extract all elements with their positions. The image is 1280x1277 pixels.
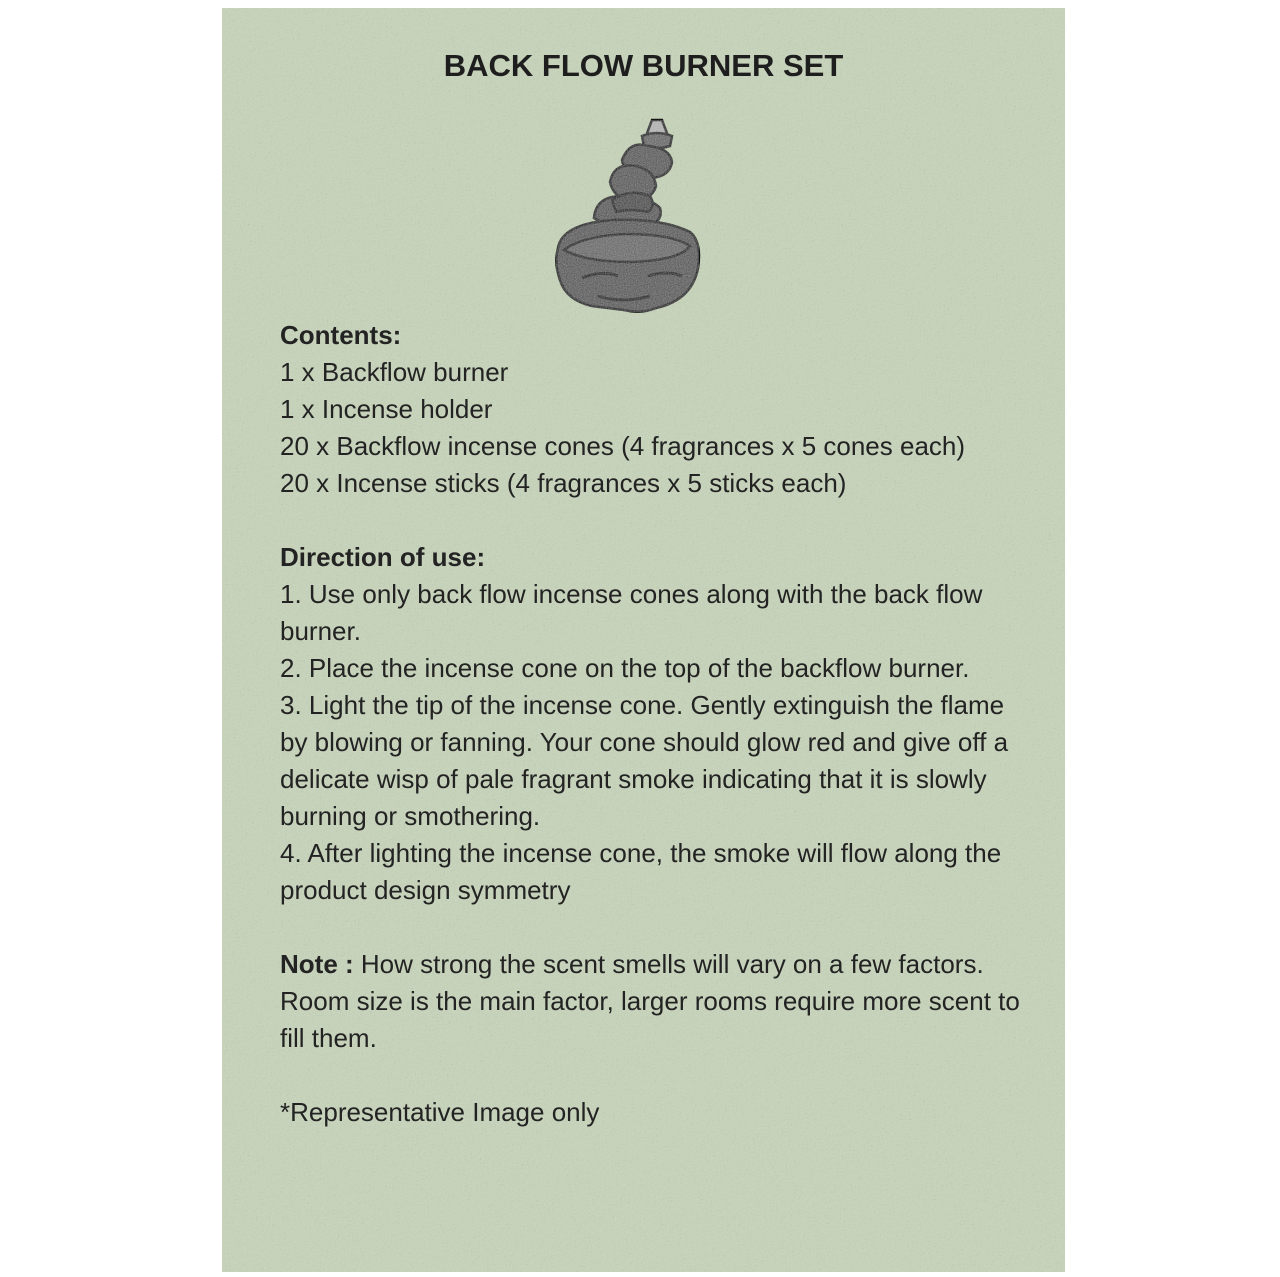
disclaimer: *Representative Image only <box>280 1097 600 1127</box>
contents-heading: Contents: <box>280 320 402 350</box>
note-text: How strong the scent smells will vary on a few factors. Room size is the main factor, larger rooms require more scent to fill them. <box>280 949 1020 1053</box>
note-paragraph <box>280 946 1020 1057</box>
spacer <box>280 502 1020 539</box>
contents-item: 20 x Incense sticks (4 fragrances x 5 sticks each) <box>280 468 847 498</box>
backflow-burner-icon <box>552 100 702 325</box>
direction-step: 2. Place the incense cone on the top of the backflow burner. <box>280 653 970 683</box>
contents-item: 20 x Backflow incense cones (4 fragrances x 5 cones each) <box>280 431 966 461</box>
info-card <box>222 8 1065 1272</box>
contents-item: 1 x Incense holder <box>280 394 493 424</box>
contents-item: 1 x Backflow burner <box>280 357 509 387</box>
spacer <box>280 909 1020 946</box>
note-label: Note : <box>280 949 354 979</box>
direction-step: 1. Use only back flow incense cones along with the back flow burner. <box>280 579 983 646</box>
content-block <box>280 317 1020 1131</box>
direction-step: 3. Light the tip of the incense cone. Gently extinguish the flame by blowing or fanning. Your cone should glow red and give off a delicate wisp of pale fragrant smoke indicating that it is slowly burning or smothering. <box>280 690 1009 831</box>
spacer <box>280 1057 1020 1094</box>
direction-step: 4. After lighting the incense cone, the smoke will flow along the product design symmetry <box>280 838 1002 905</box>
page-title: BACK FLOW BURNER SET <box>443 48 844 83</box>
directions-heading: Direction of use: <box>280 542 486 572</box>
